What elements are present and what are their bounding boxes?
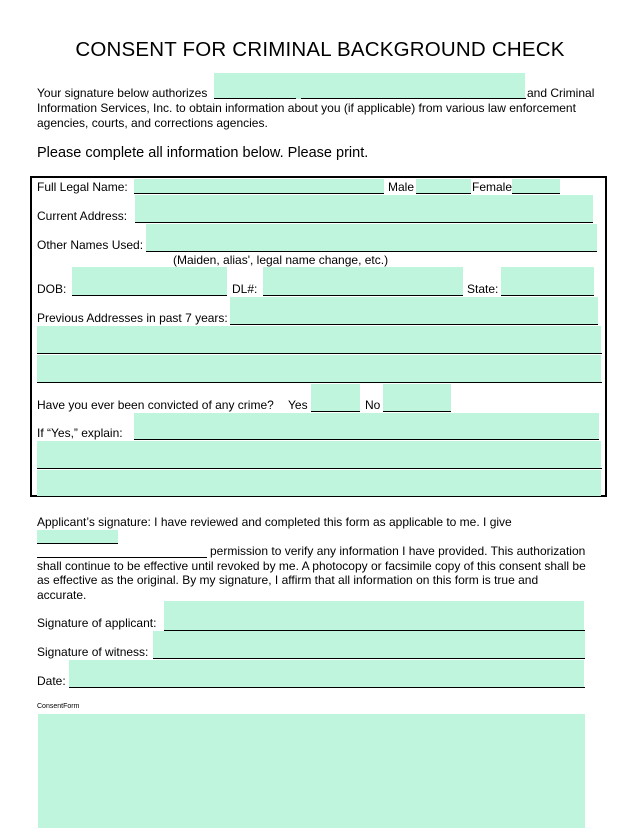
footer-tag: ConsentForm xyxy=(37,703,80,710)
full-legal-name-field[interactable] xyxy=(134,179,384,193)
previous-address-field-2[interactable] xyxy=(37,326,601,353)
convicted-yes-field[interactable] xyxy=(311,384,360,411)
dob-label: DOB: xyxy=(37,282,67,296)
permission-grantor-field[interactable] xyxy=(37,530,118,543)
page-title: CONSENT FOR CRIMINAL BACKGROUND CHECK xyxy=(75,38,565,61)
signature-applicant-field[interactable] xyxy=(164,601,584,630)
authorization-line-2: permission to verify any information I have provided. This authorization xyxy=(210,544,586,558)
previous-address-field-3[interactable] xyxy=(37,355,601,382)
other-names-label: Other Names Used: xyxy=(37,238,144,252)
male-label: Male xyxy=(388,180,415,194)
dl-number-field[interactable] xyxy=(263,267,463,295)
state-field[interactable] xyxy=(501,267,594,295)
dob-field[interactable] xyxy=(72,267,227,295)
authorized-company-field[interactable] xyxy=(214,73,525,99)
authorization-line-4: as effective as the original. By my signature, I affirm that all information on this form is true and xyxy=(37,573,539,587)
female-label: Female xyxy=(472,180,513,194)
current-address-field[interactable] xyxy=(135,195,593,222)
intro-prefix: Your signature below authorizes xyxy=(37,86,208,100)
other-names-field[interactable] xyxy=(146,224,597,251)
state-label: State: xyxy=(467,282,499,296)
male-field[interactable] xyxy=(416,179,471,193)
convicted-question: Have you ever been convicted of any crime? xyxy=(37,398,274,412)
bottom-entry-area[interactable] xyxy=(38,714,585,828)
signature-applicant-label: Signature of applicant: xyxy=(37,616,157,630)
explain-label: If “Yes,” explain: xyxy=(37,426,123,440)
date-field[interactable] xyxy=(69,660,584,687)
dl-label: DL#: xyxy=(232,282,258,296)
intro-line-2: Information Services, Inc. to obtain information about you (if applicable) from various law enforcement xyxy=(37,101,576,115)
date-label: Date: xyxy=(37,674,66,688)
signature-witness-label: Signature of witness: xyxy=(37,645,149,659)
explain-field-3[interactable] xyxy=(37,470,601,496)
explain-field-1[interactable] xyxy=(134,413,599,439)
explain-field-2[interactable] xyxy=(37,441,601,468)
convicted-no-field[interactable] xyxy=(383,384,451,411)
other-names-hint: (Maiden, alias', legal name change, etc.) xyxy=(173,253,389,267)
current-address-label: Current Address: xyxy=(37,209,128,223)
previous-addresses-label: Previous Addresses in past 7 years: xyxy=(37,311,228,325)
intro-line-3: agencies, courts, and corrections agencies. xyxy=(37,116,268,130)
full-legal-name-label: Full Legal Name: xyxy=(37,180,128,194)
authorization-line-5: accurate. xyxy=(37,588,87,602)
signature-witness-field[interactable] xyxy=(153,631,585,658)
authorization-line-1: Applicant’s signature: I have reviewed and completed this form as applicable to me. I give xyxy=(37,515,512,529)
intro-suffix: and Criminal xyxy=(527,86,595,100)
no-label: No xyxy=(365,398,381,412)
female-field[interactable] xyxy=(512,179,560,193)
previous-address-field-1[interactable] xyxy=(230,297,598,324)
authorization-line-3: shall continue to be effective until revoked by me. A photocopy or facsimile copy of this consent shall be xyxy=(37,559,586,573)
instructions: Please complete all information below. Please print. xyxy=(37,145,369,161)
yes-label: Yes xyxy=(288,398,308,412)
